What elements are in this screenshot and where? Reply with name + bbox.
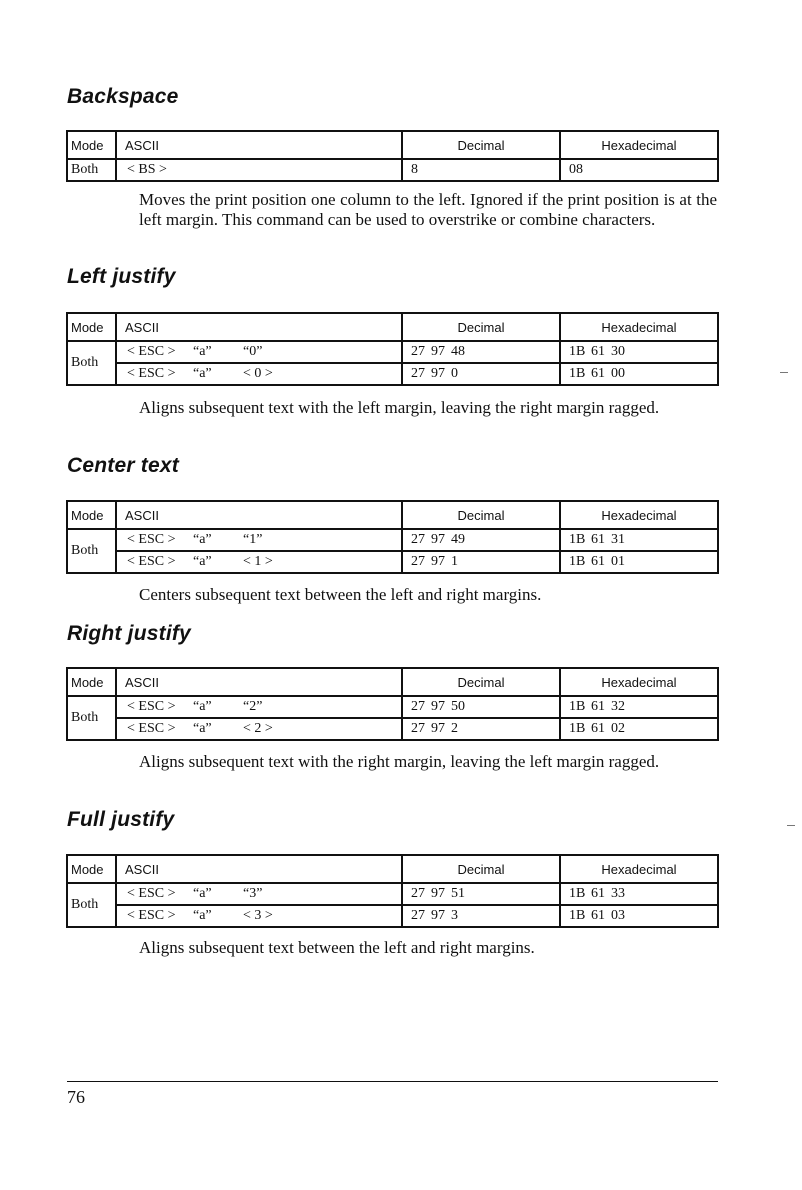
hex-cell	[560, 718, 718, 740]
section-description-center-text: Centers subsequent text between the left and right margins.	[139, 585, 542, 604]
hex-cell	[560, 905, 718, 927]
ascii-token: “a”	[193, 554, 212, 569]
hex-token: 1B	[569, 699, 586, 714]
ascii-cell	[116, 341, 402, 363]
hex-token: 31	[611, 532, 625, 547]
ascii-cell	[116, 529, 402, 551]
decimal-token: 97	[431, 366, 445, 381]
col-header-mode: Mode	[67, 313, 116, 341]
col-header-decimal: Decimal	[402, 855, 560, 883]
hex-token: 01	[611, 554, 625, 569]
ascii-token: < ESC >	[127, 532, 176, 547]
hex-token: 00	[611, 366, 625, 381]
col-header-hex: Hexadecimal	[560, 313, 718, 341]
decimal-token: 27	[411, 366, 425, 381]
decimal-cell	[402, 159, 560, 181]
col-header-mode: Mode	[67, 855, 116, 883]
hex-token: 1B	[569, 721, 586, 736]
mode-cell: Both	[67, 341, 116, 385]
decimal-cell	[402, 529, 560, 551]
mode-cell: Both	[67, 696, 116, 740]
decimal-token: 97	[431, 344, 445, 359]
command-table-backspace	[66, 130, 719, 182]
ascii-token: < ESC >	[127, 366, 176, 381]
decimal-token: 97	[431, 554, 445, 569]
table-row	[67, 363, 718, 385]
ascii-token: < ESC >	[127, 908, 176, 923]
hex-token: 33	[611, 886, 625, 901]
table-header-row	[67, 668, 718, 696]
decimal-token: 27	[411, 344, 425, 359]
hex-token: 61	[591, 908, 605, 923]
decimal-token: 0	[451, 366, 458, 381]
ascii-cell	[116, 159, 402, 181]
ascii-cell	[116, 718, 402, 740]
mode-cell: Both	[67, 159, 116, 181]
col-header-ascii: ASCII	[116, 131, 402, 159]
table-header-row	[67, 313, 718, 341]
mode-cell: Both	[67, 529, 116, 573]
decimal-token: 49	[451, 532, 465, 547]
section-title-full-justify: Full justify	[67, 808, 175, 831]
table-header-row	[67, 131, 718, 159]
section-description-full-justify: Aligns subsequent text between the left and right margins.	[139, 938, 535, 957]
col-header-ascii: ASCII	[116, 855, 402, 883]
hex-token: 1B	[569, 532, 586, 547]
decimal-token: 27	[411, 532, 425, 547]
col-header-ascii: ASCII	[116, 501, 402, 529]
ascii-token: “3”	[243, 886, 263, 901]
decimal-token: 97	[431, 532, 445, 547]
mode-cell: Both	[67, 883, 116, 927]
ascii-token: < ESC >	[127, 721, 176, 736]
hex-token: 61	[591, 344, 605, 359]
hex-token: 32	[611, 699, 625, 714]
col-header-hex: Hexadecimal	[560, 501, 718, 529]
col-header-decimal: Decimal	[402, 668, 560, 696]
hex-cell	[560, 696, 718, 718]
hex-token: 1B	[569, 908, 586, 923]
section-title-left-justify: Left justify	[67, 265, 176, 288]
section-title-backspace: Backspace	[67, 85, 179, 108]
decimal-cell	[402, 905, 560, 927]
hex-cell	[560, 883, 718, 905]
decimal-token: 97	[431, 908, 445, 923]
decimal-token: 50	[451, 699, 465, 714]
ascii-token: “a”	[193, 532, 212, 547]
decimal-token: 97	[431, 886, 445, 901]
ascii-token: < 2 >	[243, 721, 273, 736]
col-header-decimal: Decimal	[402, 313, 560, 341]
hex-cell	[560, 341, 718, 363]
section-title-right-justify: Right justify	[67, 622, 191, 645]
hex-token: 02	[611, 721, 625, 736]
decimal-token: 48	[451, 344, 465, 359]
col-header-mode: Mode	[67, 131, 116, 159]
footer-rule	[67, 1081, 718, 1082]
margin-tick-mark	[787, 825, 795, 826]
hex-token: 1B	[569, 886, 586, 901]
hex-token: 61	[591, 886, 605, 901]
col-header-hex: Hexadecimal	[560, 131, 718, 159]
col-header-hex: Hexadecimal	[560, 668, 718, 696]
table-row	[67, 905, 718, 927]
table-row	[67, 529, 718, 551]
table-row	[67, 696, 718, 718]
ascii-token: “a”	[193, 699, 212, 714]
ascii-token: “0”	[243, 344, 263, 359]
hex-token: 1B	[569, 554, 586, 569]
ascii-cell	[116, 696, 402, 718]
hex-cell	[560, 159, 718, 181]
ascii-token: < 3 >	[243, 908, 273, 923]
table-header-row	[67, 501, 718, 529]
hex-cell	[560, 529, 718, 551]
decimal-cell	[402, 883, 560, 905]
margin-tick-mark	[780, 372, 788, 373]
col-header-mode: Mode	[67, 501, 116, 529]
ascii-token: < ESC >	[127, 699, 176, 714]
col-header-decimal: Decimal	[402, 501, 560, 529]
ascii-cell	[116, 363, 402, 385]
decimal-token: 97	[431, 699, 445, 714]
decimal-token: 27	[411, 721, 425, 736]
command-table-left-justify	[66, 312, 719, 386]
ascii-cell	[116, 905, 402, 927]
col-header-decimal: Decimal	[402, 131, 560, 159]
ascii-cell	[116, 551, 402, 573]
hex-token: 61	[591, 699, 605, 714]
table-row	[67, 159, 718, 181]
section-description-left-justify: Aligns subsequent text with the left margin, leaving the right margin ragged.	[139, 398, 660, 417]
decimal-token: 1	[451, 554, 458, 569]
col-header-mode: Mode	[67, 668, 116, 696]
decimal-token: 51	[451, 886, 465, 901]
hex-token: 03	[611, 908, 625, 923]
section-description-right-justify: Aligns subsequent text with the right margin, leaving the left margin ragged.	[139, 752, 660, 771]
hex-token: 61	[591, 366, 605, 381]
hex-token: 1B	[569, 344, 586, 359]
ascii-token: < ESC >	[127, 886, 176, 901]
ascii-token: “a”	[193, 344, 212, 359]
ascii-token: < ESC >	[127, 554, 176, 569]
table-row	[67, 551, 718, 573]
table-row	[67, 718, 718, 740]
decimal-token: 27	[411, 554, 425, 569]
command-table-full-justify	[66, 854, 719, 928]
hex-cell	[560, 551, 718, 573]
hex-token: 1B	[569, 366, 586, 381]
table-row	[67, 883, 718, 905]
section-title-center-text: Center text	[67, 454, 179, 477]
ascii-token: “a”	[193, 721, 212, 736]
decimal-cell	[402, 551, 560, 573]
hex-token: 61	[591, 721, 605, 736]
decimal-token: 3	[451, 908, 458, 923]
hex-token: 61	[591, 532, 605, 547]
ascii-token: “a”	[193, 886, 212, 901]
page-number: 76	[67, 1087, 85, 1107]
decimal-token: 27	[411, 886, 425, 901]
decimal-cell	[402, 696, 560, 718]
col-header-hex: Hexadecimal	[560, 855, 718, 883]
table-header-row	[67, 855, 718, 883]
command-table-center-text	[66, 500, 719, 574]
ascii-token: < BS >	[127, 162, 167, 177]
ascii-cell	[116, 883, 402, 905]
ascii-token: < ESC >	[127, 344, 176, 359]
col-header-ascii: ASCII	[116, 668, 402, 696]
hex-cell	[560, 363, 718, 385]
command-table-right-justify	[66, 667, 719, 741]
ascii-token: < 1 >	[243, 554, 273, 569]
ascii-token: “a”	[193, 908, 212, 923]
decimal-token: 8	[411, 162, 418, 177]
hex-token: 08	[569, 162, 583, 177]
decimal-token: 27	[411, 699, 425, 714]
decimal-token: 27	[411, 908, 425, 923]
section-description-backspace: Moves the print position one column to the left. Ignored if the print position is at the left margin. This command can be used to overstrike or combine characters.	[139, 190, 717, 229]
ascii-token: “a”	[193, 366, 212, 381]
decimal-cell	[402, 341, 560, 363]
hex-token: 61	[591, 554, 605, 569]
decimal-token: 97	[431, 721, 445, 736]
decimal-cell	[402, 363, 560, 385]
ascii-token: < 0 >	[243, 366, 273, 381]
hex-token: 30	[611, 344, 625, 359]
ascii-token: “2”	[243, 699, 263, 714]
table-row	[67, 341, 718, 363]
ascii-token: “1”	[243, 532, 263, 547]
decimal-token: 2	[451, 721, 458, 736]
col-header-ascii: ASCII	[116, 313, 402, 341]
decimal-cell	[402, 718, 560, 740]
